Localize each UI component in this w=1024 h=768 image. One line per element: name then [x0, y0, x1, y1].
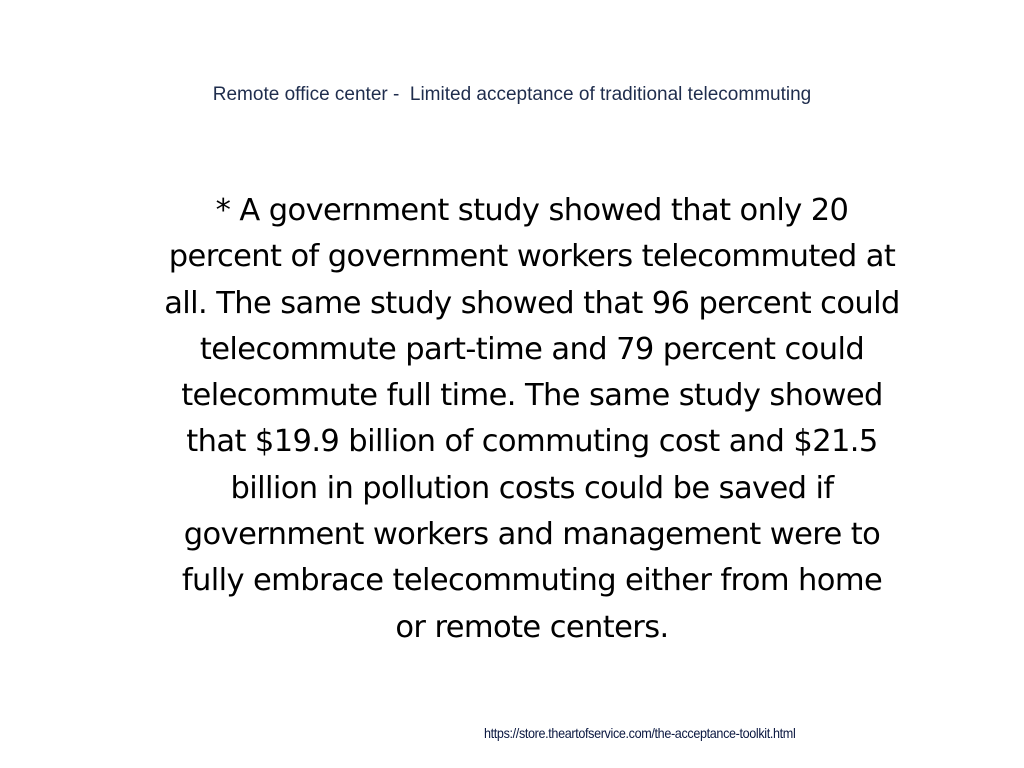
body-line: telecommute part-time and 79 percent could: [199, 331, 865, 367]
body-line: percent of government workers telecommuted at: [168, 239, 896, 275]
body-line: government workers and management were to: [183, 517, 881, 553]
body-line: or remote centers.: [395, 609, 669, 645]
body-line: all. The same study showed that 96 percent could: [164, 285, 900, 321]
body-line: that $19.9 billion of commuting cost and $21.5: [186, 424, 878, 460]
body-line: billion in pollution costs could be saved if: [230, 470, 834, 506]
slide-body: [92, 188, 972, 651]
body-line: telecommute full time. The same study showed: [181, 378, 883, 414]
body-line: * A government study showed that only 20: [215, 193, 849, 228]
slide-title: Remote office center - Limited acceptance of traditional telecommuting: [212, 84, 812, 105]
body-line: fully embrace telecommuting either from home: [181, 563, 883, 599]
source-url-link[interactable]: https://store.theartofservice.com/the-acceptance-toolkit.html: [484, 725, 796, 741]
